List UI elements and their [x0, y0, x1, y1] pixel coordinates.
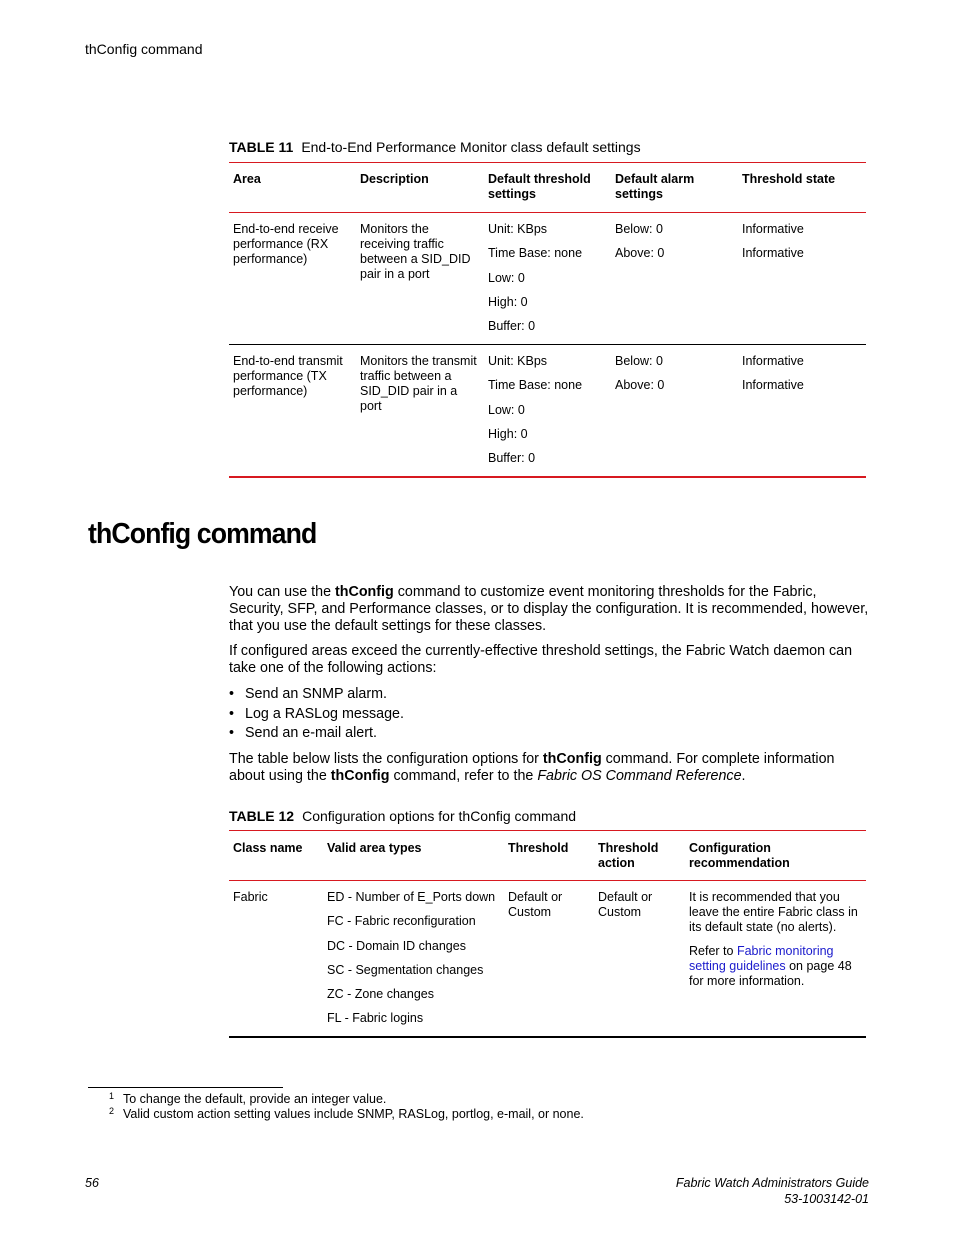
table12-class-cell: Fabric: [233, 890, 268, 904]
section-title: thConfig command: [88, 518, 317, 550]
list-item: DC - Domain ID changes: [327, 938, 466, 953]
table11-header-rule: [229, 212, 866, 213]
table11-bottom-rule: [229, 476, 866, 478]
list-item: Time Base: none: [488, 378, 583, 393]
list-item: Above: 0: [615, 246, 665, 261]
paragraph-actions: If configured areas exceed the currently-effective threshold settings, the Fabric Watch daemon can take one of the following actions:: [229, 643, 853, 676]
page-number: 56: [85, 1176, 99, 1190]
text-run: command to customize event monitoring thresholds for the Fabric, Security, SFP, and Performance classes, or to display the configuration. It is recommended, however, that you use the default settings for these classes.: [229, 584, 869, 634]
table12-recommendation-cell: [689, 890, 861, 989]
list-item: Informative: [742, 378, 804, 393]
table12-title: Configuration options for thConfig command: [302, 808, 577, 824]
footnote-1-text: To change the default, provide an integer value.: [123, 1092, 387, 1106]
command-name: thConfig: [335, 584, 394, 600]
list-item: High: 0: [488, 294, 528, 309]
list-item: Above: 0: [615, 378, 665, 393]
command-name: thConfig: [330, 768, 390, 784]
table11-header-area: Area: [233, 172, 261, 186]
list-item: Informative: [742, 222, 804, 236]
table11-row2-threshold: [488, 354, 608, 475]
guide-title: Fabric Watch Administrators Guide: [675, 1176, 869, 1190]
table11-header-description: Description: [360, 172, 429, 186]
list-item: Buffer: 0: [488, 319, 536, 334]
list-item: Low: 0: [488, 270, 525, 285]
list-item: Informative: [742, 354, 804, 368]
list-item: SC - Segmentation changes: [327, 962, 484, 977]
table11-row-divider: [229, 344, 866, 345]
table12-header-rule: [229, 880, 866, 881]
book-title: Fabric OS Command Reference: [537, 768, 742, 784]
table11-row1-alarm: [615, 222, 735, 271]
guidelines-link[interactable]: Fabric monitoring setting guidelines: [689, 944, 834, 973]
list-item: FC - Fabric reconfiguration: [327, 914, 476, 929]
running-head: thConfig command: [85, 41, 203, 57]
table12-bottom-rule: [229, 1036, 866, 1038]
text-run: on page 48 for more information.: [689, 959, 852, 988]
paragraph-intro: [229, 584, 869, 635]
table11-row1-state: [742, 222, 862, 271]
list-item: ZC - Zone changes: [327, 987, 434, 1002]
footnote-rule: [88, 1087, 283, 1088]
table12-header-class: Class name: [233, 841, 303, 855]
table11-row1-description: Monitors the receiving traffic between a SID_DID pair in a port: [360, 222, 471, 281]
list-item: Buffer: 0: [488, 451, 536, 466]
text-run: The table below lists the configuration options for: [229, 751, 543, 767]
text-run: You can use the: [229, 584, 335, 600]
table11-header-alarm: Default alarm settings: [615, 172, 695, 201]
text-run: command, refer to the: [389, 768, 538, 784]
list-item: Informative: [742, 246, 804, 261]
table11-row1-area: End-to-end receive performance (RX performance): [233, 222, 339, 266]
list-item: Unit: KBps: [488, 222, 548, 236]
table12-threshold-cell: Default or Custom: [508, 890, 563, 919]
table11-header-state: Threshold state: [742, 172, 836, 186]
list-item: Below: 0: [615, 222, 663, 236]
table12-top-rule: [229, 830, 866, 831]
list-item: FL - Fabric logins: [327, 1011, 424, 1026]
table12-header-areas: Valid area types: [327, 841, 422, 855]
table12-header-threshold: Threshold: [508, 841, 569, 855]
table11-row2-alarm: [615, 354, 735, 403]
paragraph-reference: [229, 751, 869, 785]
list-item: Unit: KBps: [488, 354, 548, 368]
list-item: ED - Number of E_Ports down: [327, 890, 496, 904]
table11-label: TABLE 11: [229, 139, 294, 155]
table11-title: End-to-End Performance Monitor class default settings: [301, 139, 641, 155]
table11-row2-description: Monitors the transmit traffic between a SID_DID pair in a port: [360, 354, 477, 413]
recommendation-reference: [689, 944, 861, 989]
footnote-1-number: 1: [109, 1091, 115, 1101]
table11-caption: [229, 139, 641, 155]
list-item: Time Base: none: [488, 246, 583, 261]
text-run: Refer to: [689, 944, 737, 958]
list-item: • Send an SNMP alarm.: [229, 685, 869, 705]
list-item: • Log a RASLog message.: [229, 705, 869, 725]
command-name: thConfig: [542, 751, 602, 767]
recommendation-text: It is recommended that you leave the entire Fabric class in its default state (no alerts).: [689, 890, 858, 934]
list-item: Below: 0: [615, 354, 663, 368]
list-item: • Send an e-mail alert.: [229, 724, 869, 744]
table12-label: TABLE 12: [229, 808, 295, 824]
table12-header-recommendation: Configuration recommendation: [689, 841, 790, 870]
list-item: Low: 0: [488, 402, 525, 417]
table12-action-cell: Default or Custom: [598, 890, 653, 919]
text-run: command. For complete information about using the: [229, 751, 835, 784]
table11-row2-area: End-to-end transmit performance (TX performance): [233, 354, 343, 398]
document-id: 53-1003142-01: [784, 1192, 869, 1206]
footnote-2-text: Valid custom action setting values include SNMP, RASLog, portlog, e-mail, or none.: [123, 1107, 584, 1121]
table12-areas-cell: [327, 890, 505, 1036]
footnote-2-number: 2: [109, 1106, 115, 1116]
table11-header-threshold: Default threshold settings: [488, 172, 591, 201]
table12-caption: [229, 808, 576, 824]
list-item: High: 0: [488, 426, 528, 441]
table12-header-action: Threshold action: [598, 841, 659, 870]
table11-top-rule: [229, 162, 866, 163]
table11-row1-threshold: [488, 222, 608, 343]
text-run: .: [741, 768, 746, 784]
table11-row2-state: [742, 354, 862, 403]
action-list: [229, 685, 869, 744]
